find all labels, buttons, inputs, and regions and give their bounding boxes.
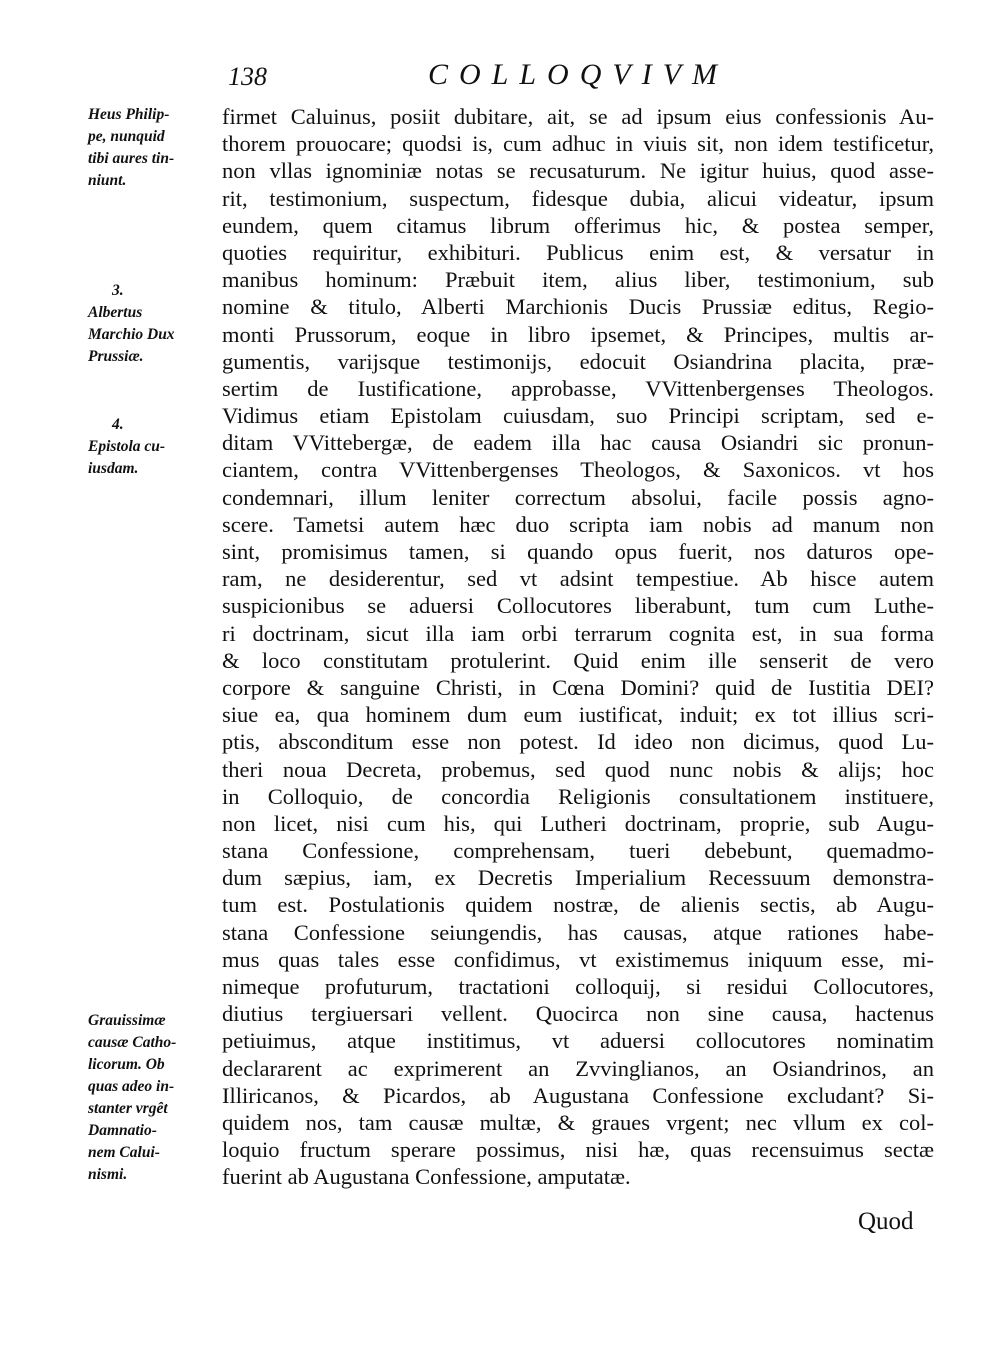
text-line: petiuimus, atque institimus, vt aduersi collocutores nominatim (222, 1028, 934, 1054)
margin-note-line: Marchio Dux (88, 326, 175, 343)
text-line: nimeque profuturum, tractationi colloquij, si residui Collocutores, (222, 974, 934, 999)
margin-note-line: Epistola cu- (88, 438, 166, 455)
catchword: Quod (858, 1208, 914, 1235)
text-line: in Colloquio, de concordia Religionis consultationem instituere, (222, 783, 934, 809)
margin-note-2 (88, 280, 214, 368)
page-number: 138 (228, 62, 267, 91)
margin-note-line: Grauissimæ (88, 1012, 166, 1029)
margin-note-line: licorum. Ob (88, 1056, 165, 1073)
margin-note-line: causæ Catho- (88, 1034, 177, 1051)
margin-note-1 (88, 104, 214, 192)
margin-note-line: Heus Philip- (88, 106, 170, 123)
main-text-block (222, 103, 934, 1191)
margin-note-3 (88, 414, 214, 480)
margin-note-number: 4. (112, 416, 124, 433)
text-line: mus quas tales esse confidimus, vt existimemus iniquum esse, mi- (222, 946, 934, 972)
text-line: dum sæpius, iam, ex Decretis Imperialium Recessuum demonstra- (222, 865, 934, 891)
text-line: gumentis, varijsque testimonijs, edocuit Osiandrina placita, præ- (222, 348, 934, 374)
text-line: ditam VVittebergæ, de eadem illa hac causa Osiandri sic pronun- (222, 430, 934, 456)
text-line: sint, promisimus tamen, si quando opus fuerit, nos daturos ope- (222, 539, 934, 564)
text-line: firmet Caluinus, posiit dubitare, ait, se ad ipsum eius confessionis Au- (222, 104, 934, 129)
margin-note-line: tibi aures tin- (88, 150, 175, 167)
margin-note-line: stanter vrgêt (88, 1100, 168, 1117)
text-line: non vllas ignominiæ notas se recusaturum. Ne igitur huius, quod asse- (222, 158, 934, 184)
text-line: eundem, quem citamus librum offerimus hic, & postea semper, (222, 212, 934, 238)
text-line: thorem prouocare; quodsi is, cum adhuc in viuis sit, non idem testificetur, (222, 131, 934, 157)
margin-note-line: iusdam. (88, 460, 139, 477)
text-line: fuerint ab Augustana Confessione, amputatæ. (222, 1164, 631, 1190)
text-line: monti Prussorum, eoque in libro ipsemet, & Principes, multis ar- (222, 321, 934, 347)
text-line: tum est. Postulationis quidem nostræ, de alienis sectis, ab Augu- (222, 892, 934, 918)
text-line: quidem nos, tam causæ multæ, & graues vrgent; nec vllum ex col- (222, 1109, 934, 1135)
margin-note-line: Damnatio- (88, 1122, 157, 1139)
margin-note-4 (88, 1010, 214, 1186)
margin-note-line: pe, nunquid (88, 128, 165, 145)
text-line: corpore & sanguine Christi, in Cœna Domini? quid de Iustitia DEI? (222, 674, 934, 700)
text-line: sertim de Iustificatione, approbasse, VVittenbergenses Theologos. (222, 375, 934, 401)
margin-note-number: 3. (112, 282, 124, 299)
text-line: manibus hominum: Præbuit item, alius liber, testimonium, sub (222, 267, 934, 293)
text-line: diutius tergiuersari vellent. Quocirca non sine causa, hactenus (222, 1001, 934, 1027)
text-line: stana Confessione, comprehensam, tueri debebunt, quemadmo- (222, 838, 934, 864)
text-line: Illiricanos, & Picardos, ab Augustana Confessione excludant? Si- (222, 1082, 934, 1108)
text-line: quoties requiritur, exhibituri. Publicus enim est, & versatur in (222, 239, 934, 265)
text-line: non licet, nisi cum his, qui Lutheri doctrinam, proprie, sub Augu- (222, 810, 934, 836)
text-line: ri doctrinam, sicut illa iam orbi terrarum cognita est, in sua forma (222, 620, 934, 646)
margin-note-line: nismi. (88, 1166, 128, 1183)
text-line: & loco constitutam protulerint. Quid enim ille senserit de vero (222, 647, 934, 673)
text-line: nomine & titulo, Alberti Marchionis Ducis Prussiæ editus, Regio- (222, 294, 934, 320)
margin-note-line: Albertus (88, 304, 143, 321)
text-line: stana Confessione seiungendis, has causas, atque rationes habe- (222, 919, 934, 945)
text-line: ptis, absconditum esse non potest. Id ideo non dicimus, quod Lu- (222, 729, 934, 755)
text-line: rit, testimonium, suspectum, fidesque dubia, alicui videatur, ipsum (222, 185, 934, 211)
text-line: ram, ne desiderentur, sed vt adsint tempestiue. Ab hisce autem (222, 566, 934, 592)
margin-note-line: niunt. (88, 172, 127, 189)
text-line: suspicionibus se aduersi Collocutores liberabunt, tum cum Luthe- (222, 593, 934, 619)
running-title: COLLOQVIVM (428, 58, 729, 91)
margin-note-line: nem Calui- (88, 1144, 160, 1161)
text-line: siue ea, qua hominem dum eum iustificat, induit; ex tot illius scri- (222, 702, 934, 728)
text-line: theri noua Decreta, probemus, sed quod nunc nobis & alijs; hoc (222, 756, 934, 782)
text-line: Vidimus etiam Epistolam cuiusdam, suo Principi scriptam, sed e- (222, 403, 934, 429)
text-line: loquio fructum sperare possimus, nisi hæ, quas recensuimus sectæ (222, 1137, 934, 1163)
text-line: scere. Tametsi autem hæc duo scripta iam nobis ad manum non (222, 511, 934, 537)
text-line: condemnari, illum leniter correctum absolui, facile possis agno- (222, 484, 934, 510)
text-line: ciantem, contra VVittenbergenses Theologos, & Saxonicos. vt hos (222, 457, 934, 483)
text-line: declararent ac exprimerent an Zvvinglianos, an Osiandrinos, an (222, 1055, 934, 1081)
margin-note-line: quas adeo in- (88, 1078, 175, 1095)
margin-note-line: Prussiæ. (88, 348, 144, 365)
